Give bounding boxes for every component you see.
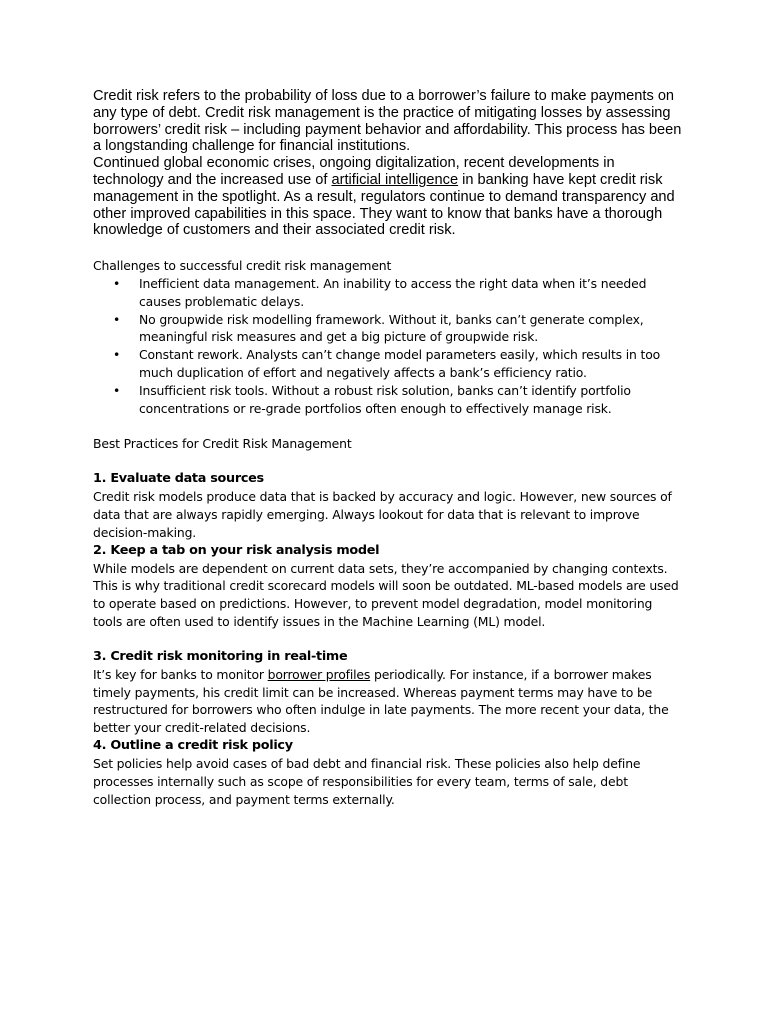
artificial-intelligence-link[interactable]: artificial intelligence xyxy=(331,171,459,188)
intro-paragraph-1: Credit risk refers to the probability of loss due to a borrower’s failure to make payments on any type of debt. Credit risk management is the practice of mitigating losses by assessing borrowers’ credit risk – including payment behavior and affordability. This process has been a longstanding challenge for financial institutions. xyxy=(93,88,682,155)
intro-section xyxy=(93,88,683,239)
best-practices-title: Best Practices for Credit Risk Management xyxy=(93,436,352,452)
list-item-text: Insufficient risk tools. Without a robust risk solution, banks can’t identify portfolio concentrations or re-grade portfolios often enough to effectively manage risk. xyxy=(139,382,631,416)
section-text-evaluate-data-sources: Credit risk models produce data that is backed by accuracy and logic. However, new sources of data that are always rapidly emerging. Always lookout for data that is relevant to improve decision-making. xyxy=(93,489,672,540)
challenges-title: Challenges to successful credit risk management xyxy=(93,258,392,274)
section-text-end: periodically. For instance, if a borrower makes timely payments, his credit limit can be increased. Whereas payment terms may have to be restructured for borrowers who often indulge in late payments. The more recent your data, the better your credit-related decisions. xyxy=(93,666,669,736)
borrower-profiles-link[interactable]: borrower profiles xyxy=(267,666,371,682)
section-heading-evaluate-data-sources: 1. Evaluate data sources xyxy=(93,471,264,487)
intro-paragraph-2-text-end: in banking have kept credit risk management in the spotlight. As a result, regulators continue to demand transparency and other improved capabilities in this space. They want to know that banks have a thorough knowledge of customers and their associated credit risk. xyxy=(93,171,675,239)
section-heading-credit-risk-policy: 4. Outline a credit risk policy xyxy=(93,737,293,753)
list-item xyxy=(113,382,683,418)
list-item-text: Inefficient data management. An inability to access the right data when it’s needed causes problematic delays. xyxy=(139,275,647,309)
section-text-credit-risk-policy: Set policies help avoid cases of bad debt and financial risk. These policies also help define processes internally such as scope of responsibilities for every team, terms of sale, debt collection process, and payment terms externally. xyxy=(93,755,641,807)
section-text-risk-analysis-model: While models are dependent on current data sets, they’re accompanied by changing contexts. This is why traditional credit scorecard models will soon be outdated. ML-based models are used to operate based on predictions. However, to prevent model degradation, model monitoring tools are often used to identify issues in the Machine Learning (ML) model. xyxy=(93,560,679,629)
section-text-credit-risk-monitoring xyxy=(93,666,683,737)
document-page xyxy=(93,88,683,808)
challenges-list xyxy=(93,275,683,417)
list-item-text: Constant rework. Analysts can’t change model parameters easily, which results in too much duplication of effort and negatively affects a bank’s efficiency ratio. xyxy=(139,347,661,380)
list-item xyxy=(113,346,683,382)
list-item xyxy=(113,275,683,311)
list-item xyxy=(113,311,683,347)
bullet-marker: • xyxy=(113,347,121,363)
section-heading-credit-risk-monitoring: 3. Credit risk monitoring in real-time xyxy=(93,648,348,664)
intro-paragraph-2-text-start: Continued global economic crises, ongoing digitalization, recent developments in technology and the increased use of xyxy=(93,155,615,188)
list-item-text: No groupwide risk modelling framework. Without it, banks can’t generate complex, meaningful risk measures and get a big picture of groupwide risk. xyxy=(139,311,644,345)
bullet-marker: • xyxy=(113,275,121,291)
section-heading-risk-analysis-model: 2. Keep a tab on your risk analysis model xyxy=(93,542,380,558)
intro-paragraph-2 xyxy=(93,155,683,239)
bullet-marker: • xyxy=(113,382,121,398)
bullet-marker: • xyxy=(113,311,121,327)
section-text-start: It’s key for banks to monitor xyxy=(93,666,268,682)
